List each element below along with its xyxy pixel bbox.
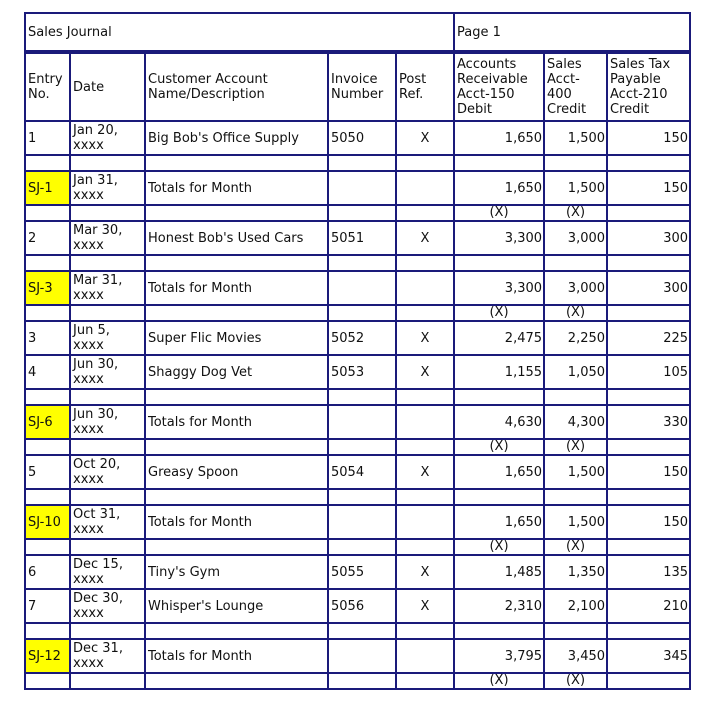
empty-cell xyxy=(25,205,70,221)
empty-cell xyxy=(25,489,70,505)
journal-title: Sales Journal xyxy=(25,13,454,52)
empty-cell xyxy=(607,205,690,221)
date-cell: Dec 30, xxxx xyxy=(70,589,145,623)
header-date: Date xyxy=(70,52,145,121)
empty-cell xyxy=(70,155,145,171)
empty-cell xyxy=(145,489,328,505)
header-entry: Entry No. xyxy=(25,52,70,121)
sales-tax-cell: 150 xyxy=(607,455,690,489)
invoice-cell: 5055 xyxy=(328,555,396,589)
sales-posted-mark: (X) xyxy=(544,305,607,321)
entry-number: SJ-12 xyxy=(25,639,70,673)
empty-cell xyxy=(25,155,70,171)
spacer-row xyxy=(25,623,690,639)
customer-cell: Whisper's Lounge xyxy=(145,589,328,623)
header-post-ref: Post Ref. xyxy=(396,52,454,121)
customer-cell: Totals for Month xyxy=(145,405,328,439)
sales-journal-table xyxy=(24,12,691,690)
accounts-receivable-cell: 1,485 xyxy=(454,555,544,589)
empty-cell xyxy=(328,539,396,555)
sales-cell: 1,350 xyxy=(544,555,607,589)
header-customer: Customer Account Name/Description xyxy=(145,52,328,121)
invoice-cell: 5054 xyxy=(328,455,396,489)
spacer-row xyxy=(25,489,690,505)
accounts-receivable-cell: 2,310 xyxy=(454,589,544,623)
spacer-row xyxy=(25,389,690,405)
customer-cell: Totals for Month xyxy=(145,271,328,305)
posted-marks-row xyxy=(25,673,690,689)
invoice-cell: 5050 xyxy=(328,121,396,155)
date-cell: Jun 30, xxxx xyxy=(70,355,145,389)
accounts-receivable-cell: 3,300 xyxy=(454,271,544,305)
entry-number: 7 xyxy=(25,589,70,623)
sales-tax-cell: 150 xyxy=(607,171,690,205)
header-invoice: Invoice Number xyxy=(328,52,396,121)
empty-cell xyxy=(454,489,544,505)
accounts-receivable-cell: 3,795 xyxy=(454,639,544,673)
invoice-cell: 5056 xyxy=(328,589,396,623)
post-ref-cell xyxy=(396,271,454,305)
table-row xyxy=(25,221,690,255)
empty-cell xyxy=(145,255,328,271)
sales-tax-cell: 135 xyxy=(607,555,690,589)
empty-cell xyxy=(396,489,454,505)
invoice-cell xyxy=(328,171,396,205)
table-row xyxy=(25,121,690,155)
post-ref-cell: X xyxy=(396,355,454,389)
page-number: Page 1 xyxy=(454,13,690,52)
empty-cell xyxy=(396,155,454,171)
post-ref-cell xyxy=(396,639,454,673)
spacer-row xyxy=(25,255,690,271)
sales-tax-cell: 300 xyxy=(607,221,690,255)
table-row xyxy=(25,555,690,589)
empty-cell xyxy=(396,255,454,271)
accounts-receivable-cell: 1,155 xyxy=(454,355,544,389)
ar-posted-mark: (X) xyxy=(454,205,544,221)
post-ref-cell: X xyxy=(396,589,454,623)
sales-tax-cell: 345 xyxy=(607,639,690,673)
empty-cell xyxy=(454,623,544,639)
date-cell: Mar 31, xxxx xyxy=(70,271,145,305)
entry-number: 4 xyxy=(25,355,70,389)
empty-cell xyxy=(328,673,396,689)
post-ref-cell: X xyxy=(396,121,454,155)
accounts-receivable-cell: 1,650 xyxy=(454,171,544,205)
sales-tax-cell: 300 xyxy=(607,271,690,305)
empty-cell xyxy=(70,673,145,689)
empty-cell xyxy=(454,155,544,171)
empty-cell xyxy=(396,439,454,455)
customer-cell: Greasy Spoon xyxy=(145,455,328,489)
entry-number: SJ-1 xyxy=(25,171,70,205)
date-cell: Oct 31, xxxx xyxy=(70,505,145,539)
empty-cell xyxy=(544,255,607,271)
empty-cell xyxy=(328,255,396,271)
accounts-receivable-cell: 4,630 xyxy=(454,405,544,439)
sales-posted-mark: (X) xyxy=(544,673,607,689)
sales-posted-mark: (X) xyxy=(544,439,607,455)
invoice-cell: 5051 xyxy=(328,221,396,255)
sales-cell: 1,500 xyxy=(544,455,607,489)
invoice-cell xyxy=(328,271,396,305)
empty-cell xyxy=(607,489,690,505)
empty-cell xyxy=(607,155,690,171)
monthly-total-row xyxy=(25,505,690,539)
monthly-total-row xyxy=(25,271,690,305)
customer-cell: Totals for Month xyxy=(145,639,328,673)
empty-cell xyxy=(328,489,396,505)
customer-cell: Totals for Month xyxy=(145,505,328,539)
sales-journal xyxy=(24,12,689,690)
entry-number: SJ-6 xyxy=(25,405,70,439)
date-cell: Mar 30, xxxx xyxy=(70,221,145,255)
empty-cell xyxy=(607,255,690,271)
empty-cell xyxy=(145,539,328,555)
header-accounts-receivable: Accounts Receivable Acct-150 Debit xyxy=(454,52,544,121)
empty-cell xyxy=(607,305,690,321)
sales-posted-mark: (X) xyxy=(544,539,607,555)
empty-cell xyxy=(607,389,690,405)
empty-cell xyxy=(145,673,328,689)
empty-cell xyxy=(70,623,145,639)
entry-number: 1 xyxy=(25,121,70,155)
sales-tax-cell: 150 xyxy=(607,505,690,539)
header-sales: Sales Acct-400 Credit xyxy=(544,52,607,121)
empty-cell xyxy=(145,439,328,455)
date-cell: Dec 31, xxxx xyxy=(70,639,145,673)
entry-number: 2 xyxy=(25,221,70,255)
monthly-total-row xyxy=(25,405,690,439)
empty-cell xyxy=(70,539,145,555)
empty-cell xyxy=(396,623,454,639)
sales-cell: 3,000 xyxy=(544,271,607,305)
sales-cell: 1,500 xyxy=(544,121,607,155)
empty-cell xyxy=(25,623,70,639)
empty-cell xyxy=(70,389,145,405)
empty-cell xyxy=(544,623,607,639)
empty-cell xyxy=(607,539,690,555)
spacer-row xyxy=(25,155,690,171)
empty-cell xyxy=(396,389,454,405)
sales-tax-cell: 105 xyxy=(607,355,690,389)
post-ref-cell: X xyxy=(396,221,454,255)
post-ref-cell xyxy=(396,171,454,205)
empty-cell xyxy=(328,305,396,321)
invoice-cell: 5053 xyxy=(328,355,396,389)
date-cell: Jun 30, xxxx xyxy=(70,405,145,439)
empty-cell xyxy=(145,305,328,321)
customer-cell: Shaggy Dog Vet xyxy=(145,355,328,389)
invoice-cell: 5052 xyxy=(328,321,396,355)
empty-cell xyxy=(544,155,607,171)
sales-cell: 1,050 xyxy=(544,355,607,389)
empty-cell xyxy=(145,155,328,171)
invoice-cell xyxy=(328,639,396,673)
empty-cell xyxy=(25,439,70,455)
customer-cell: Tiny's Gym xyxy=(145,555,328,589)
sales-tax-cell: 225 xyxy=(607,321,690,355)
posted-marks-row xyxy=(25,539,690,555)
ar-posted-mark: (X) xyxy=(454,539,544,555)
empty-cell xyxy=(328,389,396,405)
empty-cell xyxy=(70,489,145,505)
date-cell: Jan 31, xxxx xyxy=(70,171,145,205)
empty-cell xyxy=(25,305,70,321)
table-row xyxy=(25,355,690,389)
accounts-receivable-cell: 1,650 xyxy=(454,121,544,155)
accounts-receivable-cell: 3,300 xyxy=(454,221,544,255)
empty-cell xyxy=(454,255,544,271)
empty-cell xyxy=(70,305,145,321)
empty-cell xyxy=(70,205,145,221)
customer-cell: Super Flic Movies xyxy=(145,321,328,355)
monthly-total-row xyxy=(25,171,690,205)
sales-cell: 1,500 xyxy=(544,171,607,205)
sales-posted-mark: (X) xyxy=(544,205,607,221)
empty-cell xyxy=(25,539,70,555)
ar-posted-mark: (X) xyxy=(454,439,544,455)
ar-posted-mark: (X) xyxy=(454,305,544,321)
empty-cell xyxy=(145,205,328,221)
posted-marks-row xyxy=(25,205,690,221)
sales-tax-cell: 210 xyxy=(607,589,690,623)
header-row xyxy=(25,52,690,121)
date-cell: Oct 20, xxxx xyxy=(70,455,145,489)
sales-cell: 1,500 xyxy=(544,505,607,539)
post-ref-cell xyxy=(396,505,454,539)
table-row xyxy=(25,455,690,489)
date-cell: Jan 20, xxxx xyxy=(70,121,145,155)
empty-cell xyxy=(145,623,328,639)
table-row xyxy=(25,321,690,355)
sales-cell: 3,000 xyxy=(544,221,607,255)
empty-cell xyxy=(396,205,454,221)
posted-marks-row xyxy=(25,305,690,321)
empty-cell xyxy=(70,439,145,455)
table-row xyxy=(25,589,690,623)
date-cell: Dec 15, xxxx xyxy=(70,555,145,589)
empty-cell xyxy=(328,439,396,455)
empty-cell xyxy=(25,255,70,271)
empty-cell xyxy=(544,389,607,405)
customer-cell: Honest Bob's Used Cars xyxy=(145,221,328,255)
entry-number: SJ-3 xyxy=(25,271,70,305)
entry-number: SJ-10 xyxy=(25,505,70,539)
empty-cell xyxy=(607,623,690,639)
post-ref-cell: X xyxy=(396,555,454,589)
date-cell: Jun 5, xxxx xyxy=(70,321,145,355)
post-ref-cell: X xyxy=(396,321,454,355)
empty-cell xyxy=(328,205,396,221)
empty-cell xyxy=(454,389,544,405)
invoice-cell xyxy=(328,405,396,439)
empty-cell xyxy=(544,489,607,505)
sales-cell: 4,300 xyxy=(544,405,607,439)
sales-cell: 3,450 xyxy=(544,639,607,673)
invoice-cell xyxy=(328,505,396,539)
sales-tax-cell: 330 xyxy=(607,405,690,439)
sales-tax-cell: 150 xyxy=(607,121,690,155)
empty-cell xyxy=(396,305,454,321)
ar-posted-mark: (X) xyxy=(454,673,544,689)
header-sales-tax: Sales Tax Payable Acct-210 Credit xyxy=(607,52,690,121)
empty-cell xyxy=(396,673,454,689)
accounts-receivable-cell: 1,650 xyxy=(454,505,544,539)
empty-cell xyxy=(328,155,396,171)
empty-cell xyxy=(607,673,690,689)
empty-cell xyxy=(607,439,690,455)
empty-cell xyxy=(396,539,454,555)
empty-cell xyxy=(145,389,328,405)
posted-marks-row xyxy=(25,439,690,455)
empty-cell xyxy=(328,623,396,639)
sales-cell: 2,100 xyxy=(544,589,607,623)
sales-cell: 2,250 xyxy=(544,321,607,355)
empty-cell xyxy=(25,673,70,689)
empty-cell xyxy=(25,389,70,405)
post-ref-cell: X xyxy=(396,455,454,489)
customer-cell: Totals for Month xyxy=(145,171,328,205)
accounts-receivable-cell: 1,650 xyxy=(454,455,544,489)
empty-cell xyxy=(70,255,145,271)
customer-cell: Big Bob's Office Supply xyxy=(145,121,328,155)
monthly-total-row xyxy=(25,639,690,673)
post-ref-cell xyxy=(396,405,454,439)
accounts-receivable-cell: 2,475 xyxy=(454,321,544,355)
entry-number: 3 xyxy=(25,321,70,355)
entry-number: 6 xyxy=(25,555,70,589)
entry-number: 5 xyxy=(25,455,70,489)
